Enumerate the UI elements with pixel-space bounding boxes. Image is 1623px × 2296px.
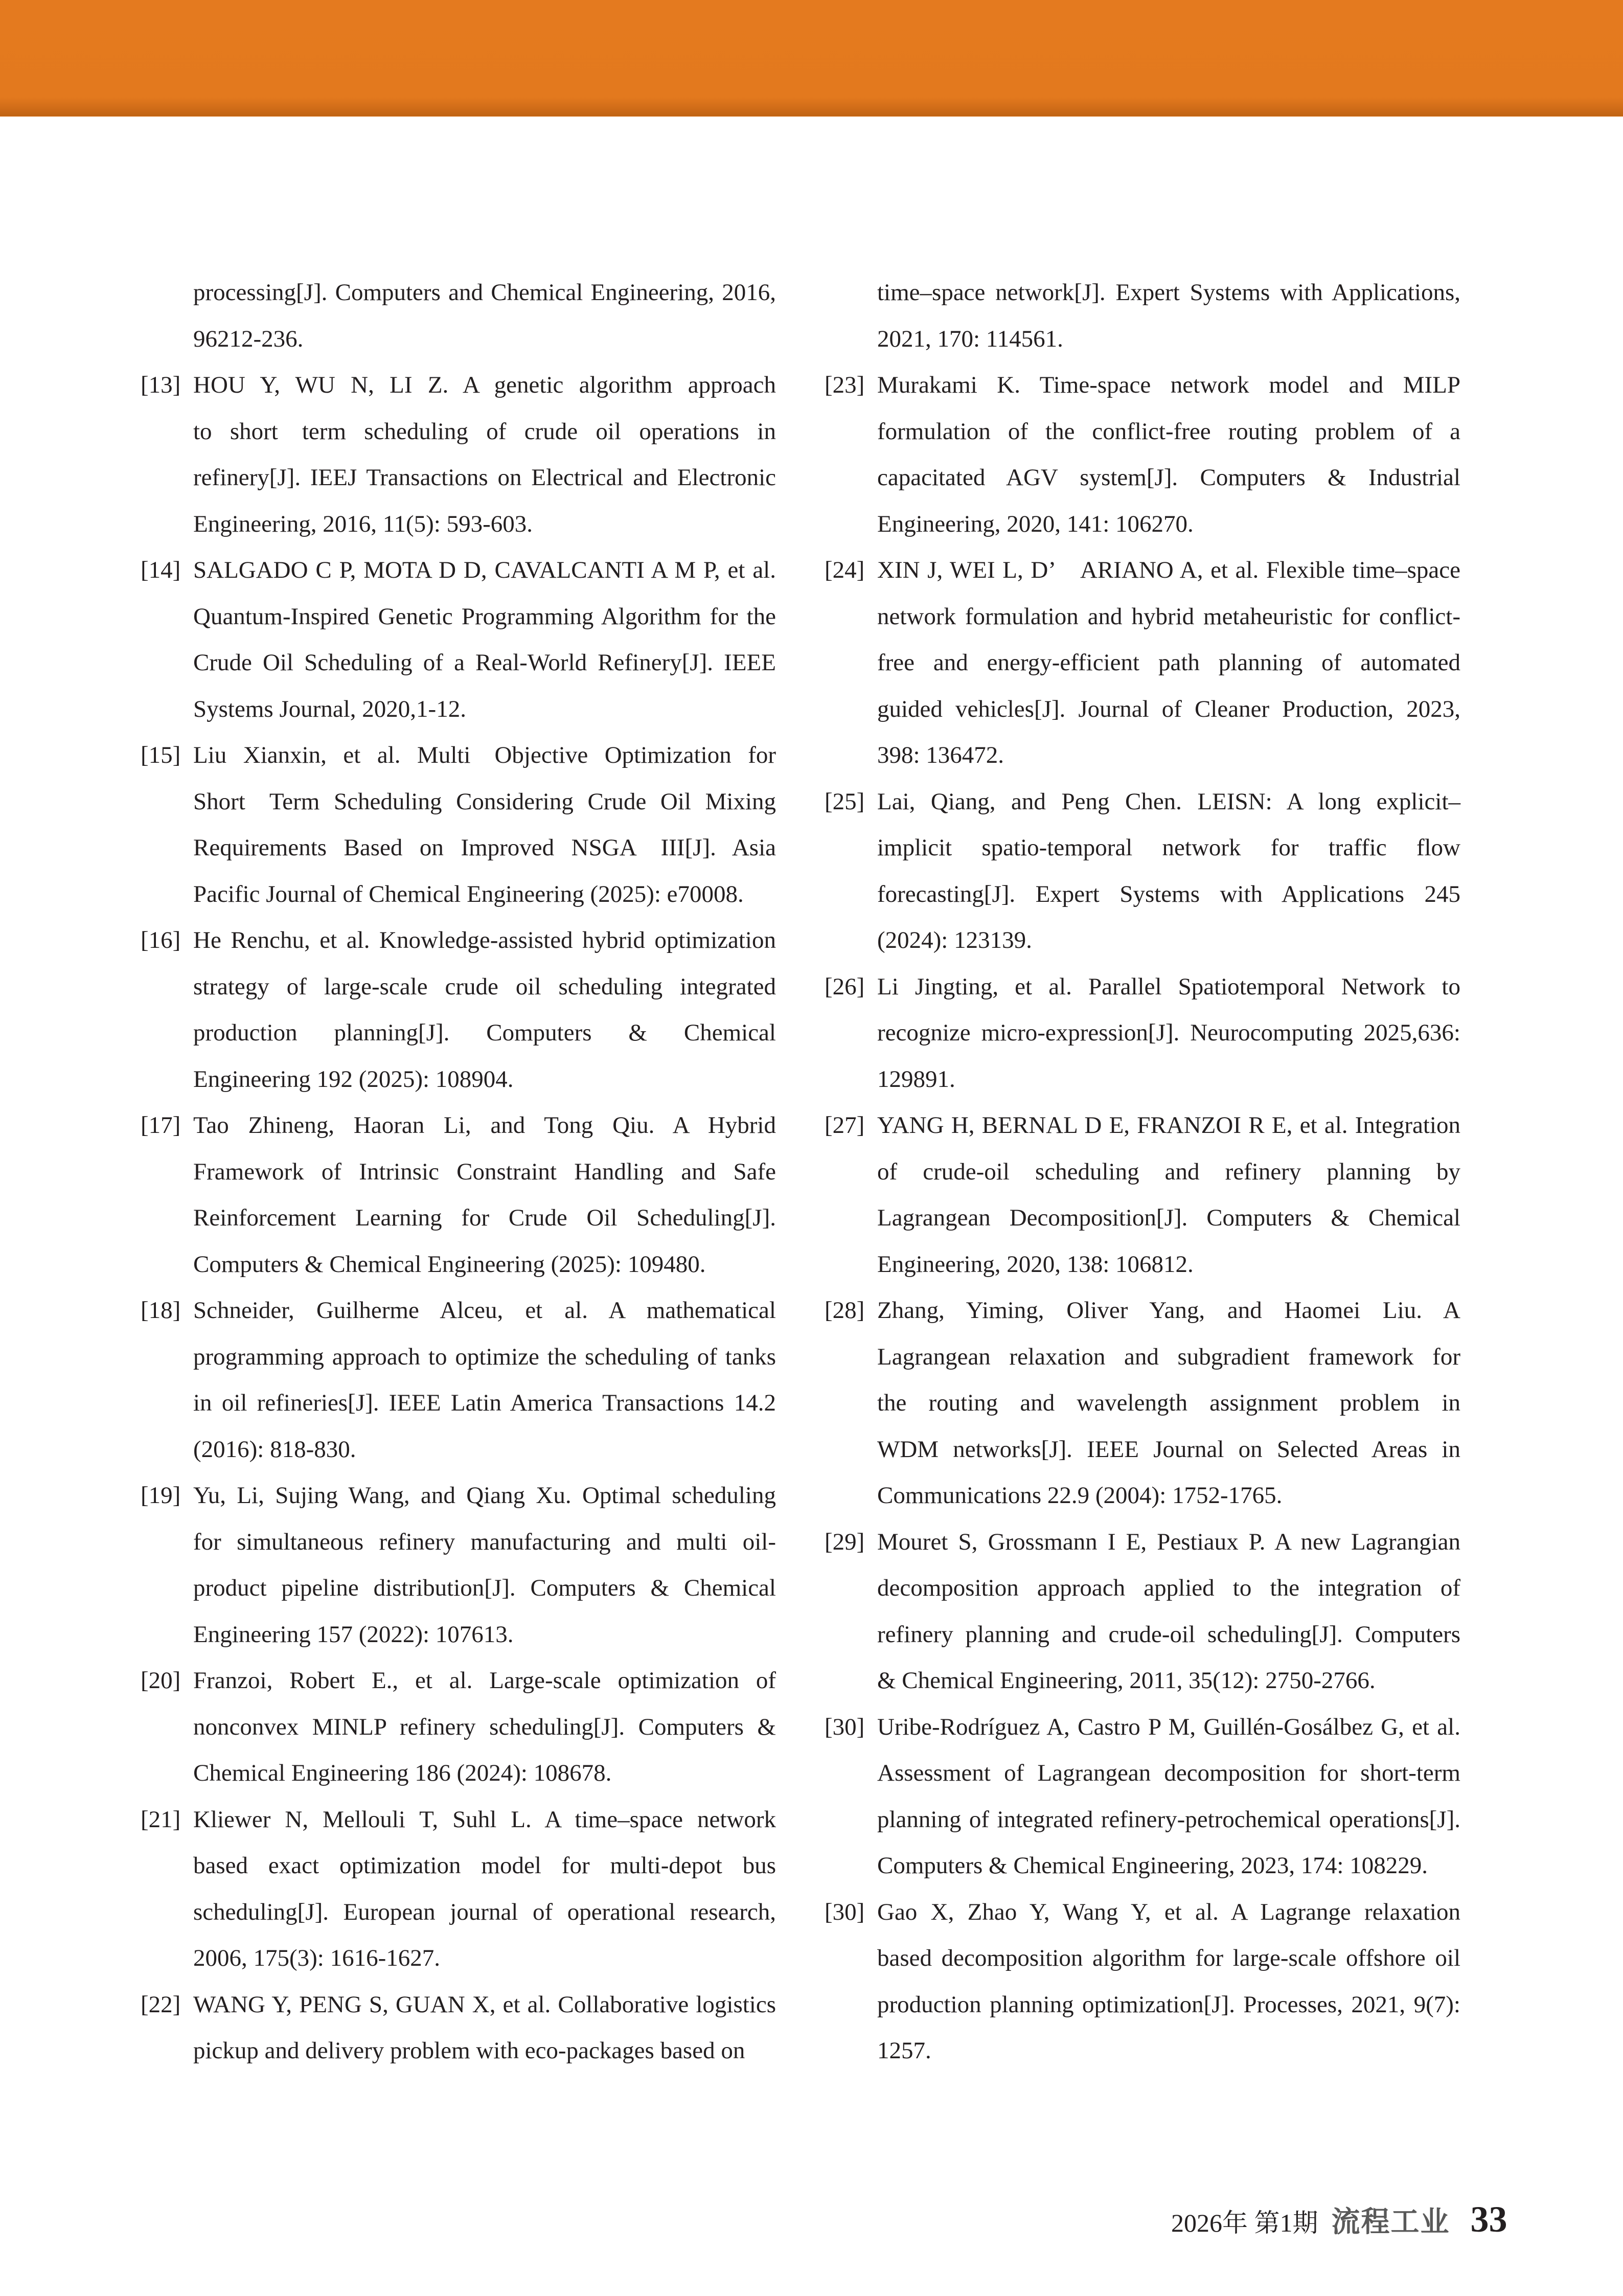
- reference-line-text: Framework of Intrinsic Constraint Handling and Safe: [193, 1158, 776, 1185]
- reference-line-text: Crude Oil Scheduling of a Real-World Refinery[J]. IEEE: [193, 649, 776, 676]
- reference-line: [193, 454, 776, 501]
- reference-text: [193, 547, 776, 732]
- reference-line-text: Engineering 192 (2025): 108904.: [193, 1065, 514, 1093]
- reference-line-text: Engineering 157 (2022): 107613.: [193, 1621, 514, 1648]
- reference-line: [193, 269, 776, 316]
- reference-line-text: in oil refineries[J]. IEEE Latin America Transactions 14.2: [193, 1390, 776, 1416]
- reference-line-text: 1257.: [877, 2037, 931, 2064]
- reference-entry: [141, 1472, 776, 1657]
- reference-line-text: production planning[J]. Computers & Chemical: [193, 1019, 776, 1046]
- reference-text: [193, 1797, 776, 1982]
- reference-line-text: Zhang, Yiming, Oliver Yang, and Haomei Liu. A: [877, 1297, 1461, 1324]
- reference-line: [193, 316, 776, 362]
- reference-text: [877, 1287, 1460, 1519]
- reference-line: [193, 686, 776, 733]
- page-footer: [1171, 2198, 1507, 2239]
- references-column-left: [141, 269, 776, 2074]
- reference-line: [877, 1195, 1460, 1241]
- reference-line-text: Gao X, Zhao Y, Wang Y, et al. A Lagrange relaxation: [877, 1898, 1460, 1925]
- reference-line: [193, 1195, 776, 1241]
- reference-entry: [141, 1797, 776, 1982]
- reference-line: [877, 871, 1460, 918]
- reference-entry: [825, 1102, 1460, 1287]
- reference-line: [877, 1797, 1460, 1843]
- reference-line: [193, 964, 776, 1010]
- reference-line-text: HOU Y, WU N, LI Z. A genetic algorithm approach: [193, 372, 776, 398]
- reference-line: [193, 1380, 776, 1426]
- page-number: 33: [1470, 2199, 1507, 2240]
- reference-line: [877, 1241, 1460, 1288]
- reference-line-text: pickup and delivery problem with eco-packages based on: [193, 2037, 745, 2064]
- reference-line: [877, 1472, 1460, 1519]
- reference-line-text: 2006, 175(3): 1616-1627.: [193, 1945, 441, 1971]
- reference-line: [877, 269, 1460, 316]
- reference-entry: [825, 1287, 1460, 1519]
- reference-line: [877, 732, 1460, 779]
- reference-entry: [825, 269, 1460, 362]
- reference-line-text: Assessment of Lagrangean decomposition for short-term: [877, 1760, 1460, 1786]
- reference-line-text: Reinforcement Learning for Crude Oil Scheduling[J].: [193, 1204, 776, 1231]
- reference-number: [25]: [825, 788, 865, 815]
- reference-line: [877, 1982, 1460, 2028]
- reference-line-text: Communications 22.9 (2004): 1752-1765.: [877, 1482, 1283, 1509]
- reference-line: [193, 1889, 776, 1936]
- reference-entry: [825, 1704, 1460, 1889]
- reference-line-text: capacitated AGV system[J]. Computers & Industrial: [877, 464, 1460, 491]
- reference-line-text: Quantum-Inspired Genetic Programming Algorithm for the: [193, 603, 776, 630]
- reference-text: [877, 1889, 1460, 2074]
- reference-line-text: Kliewer N, Mellouli T, Suhl L. A time–space network: [193, 1806, 776, 1833]
- reference-line: [877, 1056, 1460, 1103]
- reference-line-text: He Renchu, et al. Knowledge-assisted hybrid optimization: [193, 927, 776, 953]
- reference-line: [193, 1287, 776, 1334]
- reference-line: [193, 1472, 776, 1519]
- reference-line: [193, 1797, 776, 1843]
- reference-line-text: Chemical Engineering 186 (2024): 108678.: [193, 1760, 612, 1786]
- reference-number: [23]: [825, 372, 865, 398]
- reference-line: [193, 1241, 776, 1288]
- reference-line: [877, 1519, 1460, 1565]
- reference-line-text: decomposition approach applied to the integration of: [877, 1575, 1461, 1601]
- reference-line-text: to short term scheduling of crude oil operations in: [193, 418, 776, 445]
- reference-entry: [825, 964, 1460, 1103]
- reference-line: [877, 1611, 1460, 1658]
- reference-line: [193, 1010, 776, 1056]
- reference-line: [193, 825, 776, 871]
- reference-entry: [825, 1889, 1460, 2074]
- reference-text: [193, 917, 776, 1102]
- reference-line: [193, 1426, 776, 1473]
- reference-line-text: for simultaneous refinery manufacturing and multi oil-: [193, 1528, 776, 1555]
- reference-line: [193, 362, 776, 408]
- reference-number: [30]: [825, 1713, 865, 1740]
- reference-entry: [141, 1287, 776, 1472]
- reference-line: [877, 1010, 1460, 1056]
- reference-line: [877, 1426, 1460, 1473]
- reference-number: [24]: [825, 557, 865, 583]
- reference-number: [17]: [141, 1112, 181, 1139]
- reference-line-text: Engineering, 2020, 141: 106270.: [877, 510, 1194, 537]
- reference-line: [193, 1657, 776, 1704]
- reference-line-text: implicit spatio-temporal network for traffic flow: [877, 834, 1460, 861]
- reference-text: [877, 1704, 1460, 1889]
- reference-line: [193, 640, 776, 686]
- reference-line: [877, 1935, 1460, 1982]
- reference-line: [193, 1056, 776, 1103]
- reference-line-text: time–space network[J]. Expert Systems with Applications,: [877, 279, 1460, 306]
- reference-number: [19]: [141, 1482, 181, 1509]
- reference-entry: [141, 1102, 776, 1287]
- reference-text: [193, 269, 776, 362]
- reference-entry: [825, 547, 1460, 779]
- reference-text: [193, 362, 776, 547]
- reference-line-text: free and energy-efficient path planning of automated: [877, 649, 1460, 676]
- reference-line: [877, 1889, 1460, 1936]
- reference-text: [877, 362, 1460, 547]
- reference-line-text: guided vehicles[J]. Journal of Cleaner Production, 2023,: [877, 695, 1460, 722]
- reference-line-text: Tao Zhineng, Haoran Li, and Tong Qiu. A Hybrid: [193, 1112, 776, 1139]
- reference-number: [22]: [141, 1991, 181, 2018]
- reference-line: [877, 1287, 1460, 1334]
- reference-line: [877, 779, 1460, 825]
- reference-line: [877, 1843, 1460, 1889]
- reference-text: [193, 1102, 776, 1287]
- reference-line-text: 398: 136472.: [877, 742, 1004, 768]
- reference-line: [877, 964, 1460, 1010]
- reference-line-text: production planning optimization[J]. Processes, 2021, 9(7):: [877, 1991, 1460, 2018]
- reference-line-text: Lagrangean Decomposition[J]. Computers & Chemical: [877, 1204, 1460, 1231]
- reference-line: [877, 640, 1460, 686]
- reference-line-text: Engineering, 2016, 11(5): 593-603.: [193, 510, 533, 537]
- reference-line-text: processing[J]. Computers and Chemical Engineering, 2016,: [193, 279, 776, 306]
- references-column-right: [825, 269, 1460, 2074]
- reference-line: [877, 825, 1460, 871]
- reference-line-text: 96212-236.: [193, 325, 304, 352]
- reference-entry: [141, 269, 776, 362]
- reference-number: [27]: [825, 1112, 865, 1139]
- reference-line: [193, 1704, 776, 1751]
- reference-entry: [141, 362, 776, 547]
- reference-number: [20]: [141, 1667, 181, 1694]
- reference-entry: [825, 779, 1460, 964]
- reference-number: [21]: [141, 1806, 181, 1833]
- reference-line-text: network formulation and hybrid metaheuristic for conflict-: [877, 603, 1460, 630]
- reference-line-text: Pacific Journal of Chemical Engineering (2025): e70008.: [193, 880, 744, 907]
- reference-text: [193, 1657, 776, 1797]
- reference-line: [877, 1102, 1460, 1149]
- reference-line: [193, 917, 776, 964]
- reference-line-text: XIN J, WEI L, D’ ARIANO A, et al. Flexible time–space: [877, 557, 1460, 583]
- reference-line-text: Schneider, Guilherme Alceu, et al. A mathematical: [193, 1297, 776, 1324]
- reference-line-text: (2016): 818-830.: [193, 1436, 356, 1463]
- reference-line-text: SALGADO C P, MOTA D D, CAVALCANTI A M P, et al.: [193, 557, 776, 583]
- reference-text: [877, 1102, 1460, 1287]
- reference-line: [877, 1380, 1460, 1426]
- reference-line-text: Short Term Scheduling Considering Crude Oil Mixing: [193, 788, 776, 815]
- reference-number: [18]: [141, 1297, 181, 1324]
- reference-entry: [825, 362, 1460, 547]
- reference-line-text: Uribe-Rodríguez A, Castro P M, Guillén-Gosálbez G, et al.: [877, 1713, 1460, 1740]
- reference-line-text: Lai, Qiang, and Peng Chen. LEISN: A long explicit–: [877, 788, 1461, 815]
- reference-line-text: formulation of the conflict-free routing problem of a: [877, 418, 1460, 445]
- reference-line: [877, 686, 1460, 733]
- reference-line: [877, 1565, 1460, 1611]
- reference-line-text: Murakami K. Time-space network model and MILP: [877, 372, 1461, 398]
- reference-line: [877, 501, 1460, 548]
- reference-line: [877, 408, 1460, 455]
- reference-line-text: Mouret S, Grossmann I E, Pestiaux P. A new Lagrangian: [877, 1528, 1460, 1555]
- reference-line: [877, 594, 1460, 640]
- reference-line-text: Lagrangean relaxation and subgradient framework for: [877, 1343, 1460, 1370]
- reference-line-text: based decomposition algorithm for large-scale offshore oil: [877, 1945, 1461, 1971]
- reference-line: [193, 1102, 776, 1149]
- reference-line-text: YANG H, BERNAL D E, FRANZOI R E, et al. Integration: [877, 1112, 1460, 1139]
- reference-line-text: Requirements Based on Improved NSGA III[J]. Asia: [193, 834, 776, 861]
- reference-line: [877, 1657, 1460, 1704]
- reference-line-text: 129891.: [877, 1065, 955, 1093]
- reference-number: [29]: [825, 1528, 865, 1555]
- reference-line: [877, 1149, 1460, 1195]
- reference-text: [877, 1519, 1460, 1704]
- reference-line: [193, 594, 776, 640]
- reference-entry: [825, 1519, 1460, 1704]
- reference-line: [193, 1519, 776, 1565]
- reference-line-text: refinery planning and crude-oil scheduling[J]. Computers: [877, 1621, 1461, 1648]
- reference-line-text: Systems Journal, 2020,1-12.: [193, 695, 466, 722]
- reference-line: [193, 732, 776, 779]
- reference-number: [15]: [141, 742, 181, 768]
- reference-line: [193, 871, 776, 918]
- reference-line: [193, 1982, 776, 2028]
- reference-line: [877, 1750, 1460, 1797]
- reference-text: [877, 964, 1460, 1103]
- reference-entry: [141, 732, 776, 917]
- reference-line: [193, 1935, 776, 1982]
- reference-line-text: Computers & Chemical Engineering, 2023, 174: 108229.: [877, 1852, 1428, 1879]
- reference-line: [193, 408, 776, 455]
- reference-text: [193, 1982, 776, 2074]
- reference-entry: [141, 1657, 776, 1797]
- reference-text: [193, 1472, 776, 1657]
- reference-line: [877, 362, 1460, 408]
- reference-line-text: Liu Xianxin, et al. Multi Objective Optimization for: [193, 742, 776, 768]
- header-band: [0, 0, 1623, 117]
- journal-title: 流程工业: [1331, 2205, 1450, 2239]
- reference-line-text: scheduling[J]. European journal of operational research,: [193, 1898, 776, 1925]
- reference-line: [193, 1334, 776, 1380]
- reference-line: [877, 1334, 1460, 1380]
- reference-line: [193, 1611, 776, 1658]
- reference-text: [193, 1287, 776, 1472]
- reference-text: [877, 547, 1460, 779]
- reference-line-text: based exact optimization model for multi-depot bus: [193, 1852, 776, 1879]
- reference-line-text: recognize micro-expression[J]. Neurocomputing 2025,636:: [877, 1019, 1460, 1046]
- reference-line: [193, 501, 776, 548]
- reference-line: [877, 454, 1460, 501]
- reference-line: [193, 1843, 776, 1889]
- reference-number: [28]: [825, 1297, 865, 1324]
- reference-line: [193, 547, 776, 594]
- reference-line-text: planning of integrated refinery-petrochemical operations[J].: [877, 1806, 1460, 1833]
- issue-label: 2026年 第1期: [1171, 2209, 1318, 2237]
- reference-line: [193, 1149, 776, 1195]
- reference-line-text: nonconvex MINLP refinery scheduling[J]. Computers &: [193, 1713, 776, 1740]
- reference-line: [877, 547, 1460, 594]
- reference-line: [193, 779, 776, 825]
- reference-line-text: WDM networks[J]. IEEE Journal on Selected Areas in: [877, 1436, 1460, 1463]
- reference-line: [877, 316, 1460, 362]
- reference-line: [877, 1704, 1460, 1751]
- reference-line-text: refinery[J]. IEEJ Transactions on Electrical and Electronic: [193, 464, 776, 491]
- reference-entry: [141, 1982, 776, 2074]
- reference-text: [877, 779, 1460, 964]
- reference-entry: [141, 917, 776, 1102]
- reference-line: [877, 917, 1460, 964]
- reference-line-text: forecasting[J]. Expert Systems with Applications 245: [877, 880, 1461, 907]
- reference-line: [193, 1565, 776, 1611]
- reference-line-text: programming approach to optimize the scheduling of tanks: [193, 1343, 776, 1370]
- reference-line-text: Li Jingting, et al. Parallel Spatiotemporal Network to: [877, 973, 1460, 1000]
- reference-line-text: product pipeline distribution[J]. Computers & Chemical: [193, 1575, 776, 1601]
- reference-number: [14]: [141, 557, 181, 583]
- reference-line-text: Franzoi, Robert E., et al. Large-scale optimization of: [193, 1667, 776, 1694]
- reference-line-text: WANG Y, PENG S, GUAN X, et al. Collaborative logistics: [193, 1991, 776, 2018]
- reference-line-text: Yu, Li, Sujing Wang, and Qiang Xu. Optimal scheduling: [193, 1482, 776, 1509]
- reference-number: [13]: [141, 372, 181, 398]
- reference-line-text: & Chemical Engineering, 2011, 35(12): 2750-2766.: [877, 1667, 1376, 1694]
- reference-text: [193, 732, 776, 917]
- reference-line-text: the routing and wavelength assignment problem in: [877, 1390, 1461, 1416]
- reference-line: [877, 2028, 1460, 2074]
- reference-line: [193, 1750, 776, 1797]
- reference-line-text: of crude-oil scheduling and refinery planning by: [877, 1158, 1460, 1185]
- reference-line-text: Engineering, 2020, 138: 106812.: [877, 1251, 1194, 1278]
- reference-line-text: 2021, 170: 114561.: [877, 325, 1063, 352]
- reference-line-text: (2024): 123139.: [877, 927, 1032, 953]
- reference-text: [877, 269, 1460, 362]
- reference-entry: [141, 547, 776, 732]
- reference-number: [16]: [141, 927, 181, 953]
- reference-line-text: Computers & Chemical Engineering (2025): 109480.: [193, 1251, 706, 1278]
- reference-line: [193, 2028, 776, 2074]
- reference-line-text: strategy of large-scale crude oil scheduling integrated: [193, 973, 776, 1000]
- reference-number: [30]: [825, 1898, 865, 1925]
- reference-number: [26]: [825, 973, 865, 1000]
